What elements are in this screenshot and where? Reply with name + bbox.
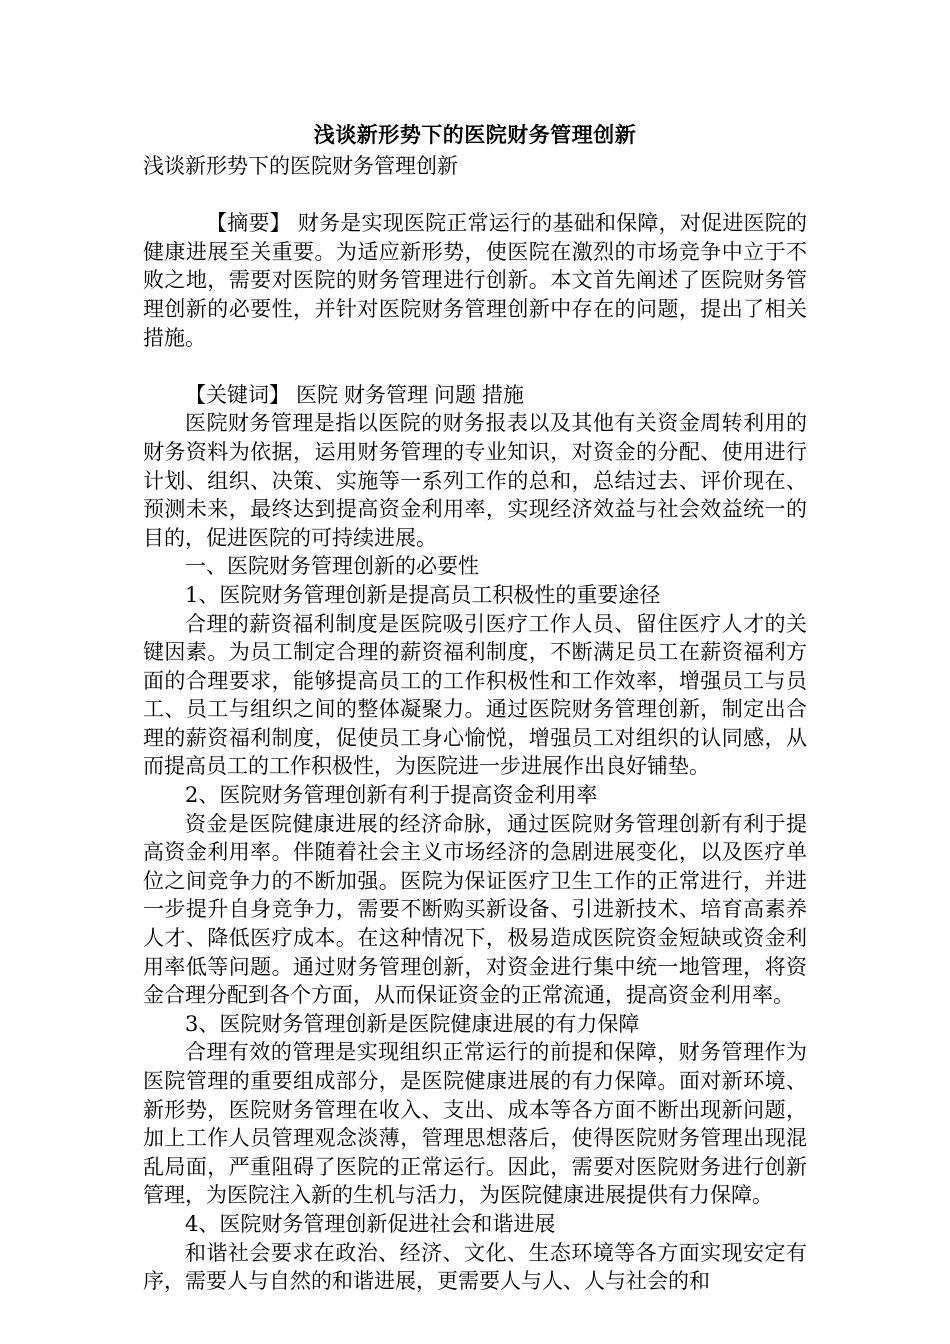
body-paragraph: 和谐社会要求在政治、经济、文化、生态环境等各方面实现安定有序，需要人与自然的和谐进展，更需要人与人、人与社会的和 — [143, 1240, 807, 1294]
body-paragraph: 资金是医院健康进展的经济命脉，通过医院财务管理创新有利于提高资金利用率。伴随着社会主义市场经济的急剧进展变化，以及医疗单位之间竞争力的不断加强。医院为保证医疗卫生工作的正常进行，并进一步提升自身竞争力，需要不断购买新设备、引进新技术、培育高素养人才、降低医疗成本。在这种情况下，极易造成医院资金短缺或资金利用率低等问题。通过财务管理创新，对资金进行集中统一地管理，将资金合理分配到各个方面，从而保证资金的正常流通，提高资金利用率。 — [143, 811, 807, 1008]
keywords-line — [143, 381, 807, 410]
section-heading: 一、医院财务管理创新的必要性 — [185, 554, 479, 579]
keyword-item: 措施 — [482, 382, 524, 407]
blank-line — [143, 181, 807, 210]
subsection-heading: 4、医院财务管理创新促进社会和谐进展 — [185, 1211, 556, 1236]
abstract-text: 财务是实现医院正常运行的基础和保障，对促进医院的健康进展至关重要。为适应新形势，使医院在激烈的市场竞争中立于不败之地，需要对医院的财务管理进行创新。本文首先阐述了医院财务管理创新的必要性，并针对医院财务管理创新中存在的问题，提出了相关措施。 — [143, 211, 807, 350]
subsection-heading: 1、医院财务管理创新是提高员工积极性的重要途径 — [185, 582, 661, 607]
keyword-item: 财务管理 — [344, 382, 428, 407]
abstract-paragraph — [143, 209, 807, 352]
body-paragraph: 合理的薪资福利制度是医院吸引医疗工作人员、留住医疗人才的关键因素。为员工制定合理的薪资福利制度，不断满足员工在薪资福利方面的合理要求，能够提高员工的工作积极性和工作效率，增强员工与员工、员工与组织之间的整体凝聚力。通过医院财务管理创新，制定出合理的薪资福利制度，促使员工身心愉悦，增强员工对组织的认同感，从而提高员工的工作积极性，为医院进一步进展作出良好铺垫。 — [143, 611, 807, 779]
intro-paragraph: 医院财务管理是指以医院的财务报表以及其他有关资金周转利用的财务资料为依据，运用财务管理的专业知识，对资金的分配、使用进行计划、组织、决策、实施等一系列工作的总和，总结过去、评价现在、预测未来，最终达到提高资金利用率，实现经济效益与社会效益统一的目的，促进医院的可持续进展。 — [143, 411, 807, 550]
document-title: 浅谈新形势下的医院财务管理创新 — [313, 122, 637, 147]
subsection-heading: 3、医院财务管理创新是医院健康进展的有力保障 — [185, 1011, 640, 1036]
abstract-label: 【摘要】 — [206, 211, 291, 236]
document-body — [143, 118, 807, 1296]
subsection-heading: 2、医院财务管理创新有利于提高资金利用率 — [185, 783, 598, 808]
keywords-label: 【关键词】 — [185, 382, 290, 407]
keyword-item: 医院 — [296, 382, 338, 407]
keyword-item: 问题 — [434, 382, 476, 407]
blank-line — [143, 352, 807, 381]
body-paragraph: 合理有效的管理是实现组织正常运行的前提和保障，财务管理作为医院管理的重要组成部分，是医院健康进展的有力保障。面对新环境、新形势，医院财务管理在收入、支出、成本等各方面不断出现新问题，加上工作人员管理观念淡薄，管理思想落后，使得医院财务管理出现混乱局面，严重阻碍了医院的正常运行。因此，需要对医院财务进行创新管理，为医院注入新的生机与活力，为医院健康进展提供有力保障。 — [143, 1040, 807, 1208]
document-subtitle: 浅谈新形势下的医院财务管理创新 — [143, 154, 458, 178]
